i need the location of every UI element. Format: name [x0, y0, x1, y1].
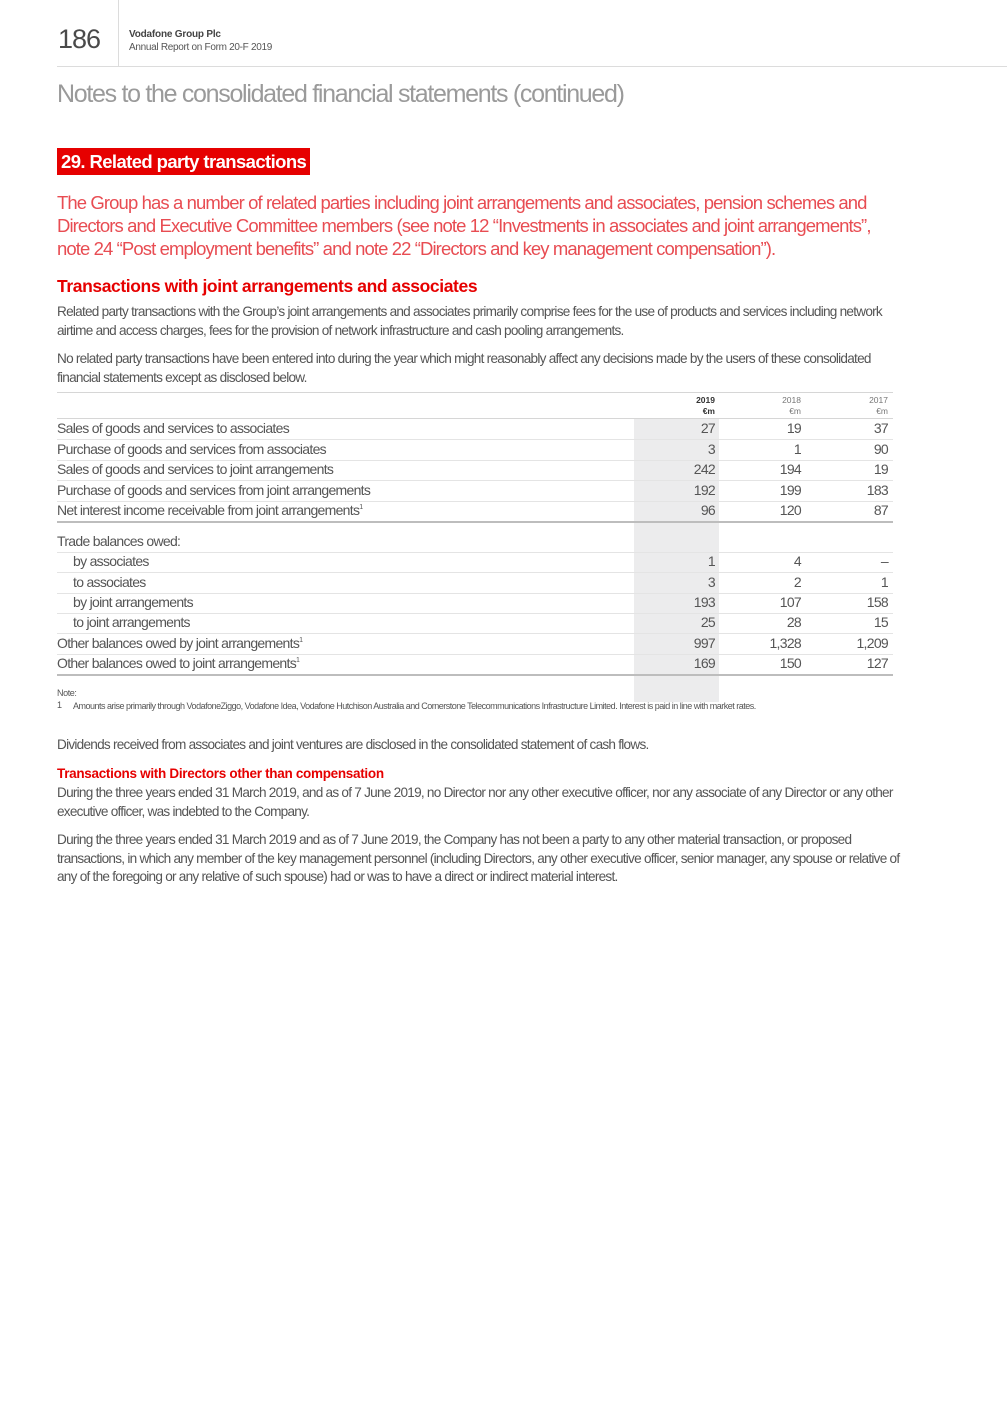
- row-label-text: Other balances owed to joint arrangements: [57, 655, 297, 671]
- value-2017: 90: [873, 441, 888, 457]
- header-divider-vertical: [118, 0, 119, 66]
- value-2019: 96: [700, 502, 715, 518]
- column-year: 2019: [696, 395, 715, 405]
- joint-arrangements-para-1: Related party transactions with the Group’s joint arrangements and associates primarily comprise fees for the use of products and services including network airtime and access charges, fees for the provision of network infrastructure and cash pooling arrangements.: [57, 304, 882, 338]
- column-unit: €m: [789, 406, 801, 416]
- value-2019: 1: [707, 553, 715, 569]
- section-title: Notes to the consolidated financial statements (continued): [57, 80, 624, 108]
- value-2017: 183: [866, 482, 888, 498]
- footnote-label: Note:: [57, 688, 77, 698]
- table-row: [57, 440, 893, 461]
- value-2018: 4: [793, 553, 801, 569]
- column-unit: €m: [876, 406, 888, 416]
- row-label: Sales of goods and services to associates: [57, 420, 290, 436]
- intro-line: The Group has a number of related parties including joint arrangements and associates, pension schemes and: [57, 192, 867, 213]
- page-number: 186: [58, 24, 101, 54]
- note-heading: 29. Related party transactions: [57, 148, 310, 175]
- row-label: by joint arrangements: [73, 594, 193, 610]
- table-row: [57, 634, 893, 655]
- value-2017: 127: [866, 655, 888, 671]
- table-row: [57, 552, 893, 573]
- value-2018: 199: [779, 482, 801, 498]
- dividends-text: Dividends received from associates and joint ventures are disclosed in the consolidated statement of cash flows.: [57, 737, 649, 752]
- row-label: Purchase of goods and services from associates: [57, 441, 326, 457]
- row-label: Sales of goods and services to joint arrangements: [57, 461, 334, 477]
- value-2017: 15: [873, 614, 888, 630]
- company-name: Vodafone Group Plc: [129, 29, 221, 40]
- report-title: Annual Report on Form 20-F 2019: [129, 42, 273, 53]
- row-label: [57, 655, 299, 671]
- row-label-text: Net interest income receivable from joint arrangements: [57, 502, 360, 518]
- value-2019: 25: [700, 614, 715, 630]
- value-2018: 28: [786, 614, 801, 630]
- value-2018: 19: [786, 420, 801, 436]
- row-label: Purchase of goods and services from joint arrangements: [57, 482, 371, 498]
- table-row: [57, 419, 893, 440]
- value-2017: 87: [873, 502, 888, 518]
- column-year: 2018: [782, 395, 801, 405]
- row-label: [57, 502, 362, 518]
- intro-line: note 24 “Post employment benefits” and note 22 “Directors and key management compensation”).: [57, 238, 776, 259]
- value-2017: 158: [866, 594, 888, 610]
- column-unit: €m: [702, 406, 715, 416]
- value-2017: 37: [873, 420, 888, 436]
- value-2017: 1: [880, 574, 888, 590]
- row-label-text: Other balances owed by joint arrangements: [57, 635, 300, 651]
- value-2018: 150: [779, 655, 801, 671]
- table-row-group-label: [57, 532, 893, 553]
- header-divider-horizontal: [57, 66, 1007, 67]
- footnote-number: 1: [57, 700, 63, 710]
- intro-paragraph: [57, 191, 907, 260]
- table-row: [57, 593, 893, 614]
- value-2018: 1,328: [769, 635, 801, 651]
- table-row: [57, 654, 893, 676]
- intro-line: Directors and Executive Committee members (see note 12 “Investments in associates and joint arrangements”,: [57, 215, 871, 236]
- directors-para-1: During the three years ended 31 March 2019, and as of 7 June 2019, no Director nor any other executive officer, nor any associate of any Director or any other executive officer, was indebted to the Company.: [57, 785, 893, 819]
- footnote-text: Amounts arise primarily through VodafoneZiggo, Vodafone Idea, Vodafone Hutchison Australia and Cornerstone Telecommunications Infrastructure Limited. Interest is paid in line with market rates.: [73, 701, 756, 711]
- table-row: [57, 613, 893, 634]
- value-2019: 192: [693, 482, 715, 498]
- table-row: [57, 460, 893, 481]
- value-2019: 3: [707, 574, 715, 590]
- column-year: 2017: [869, 395, 888, 405]
- column-header-2017: [828, 395, 888, 417]
- row-label: [57, 635, 302, 651]
- footnote-ref: 1: [359, 504, 363, 511]
- table-top-rule: [57, 392, 893, 393]
- value-2018: 120: [779, 502, 801, 518]
- joint-arrangements-heading: Transactions with joint arrangements and associates: [57, 276, 478, 296]
- row-label: Trade balances owed:: [57, 533, 181, 549]
- row-label: by associates: [73, 553, 149, 569]
- value-2019: 242: [693, 461, 715, 477]
- value-2019: 193: [693, 594, 715, 610]
- joint-arrangements-para-2: No related party transactions have been entered into during the year which might reasonably affect any decisions made by the users of these consolidated financial statements except as disclosed below.: [57, 351, 871, 385]
- value-2019: 997: [693, 635, 715, 651]
- value-2019: 3: [707, 441, 715, 457]
- footnote-ref: 1: [299, 637, 303, 644]
- value-2018: 194: [779, 461, 801, 477]
- directors-heading: Transactions with Directors other than compensation: [57, 766, 384, 781]
- table-row: [57, 501, 893, 523]
- value-2017: –: [880, 553, 888, 569]
- footnote-ref: 1: [296, 657, 300, 664]
- value-2018: 1: [793, 441, 801, 457]
- table-row: [57, 481, 893, 502]
- value-2019: 169: [693, 655, 715, 671]
- value-2017: 1,209: [856, 635, 888, 651]
- value-2019: 27: [700, 420, 715, 436]
- table-row: [57, 573, 893, 594]
- column-header-2019: [655, 395, 715, 417]
- value-2017: 19: [873, 461, 888, 477]
- row-label: to joint arrangements: [73, 614, 190, 630]
- row-label: to associates: [73, 574, 146, 590]
- value-2018: 2: [793, 574, 801, 590]
- directors-para-2: During the three years ended 31 March 2019 and as of 7 June 2019, the Company has not been a party to any other material transaction, or proposed transactions, in which any member of the key management personnel (including Directors, any other executive officer, senior manager, any spouse or relative of any of the foregoing or any relative of such spouse) had or was to have a direct or indirect material interest.: [57, 832, 900, 884]
- column-header-2018: [741, 395, 801, 417]
- value-2018: 107: [779, 594, 801, 610]
